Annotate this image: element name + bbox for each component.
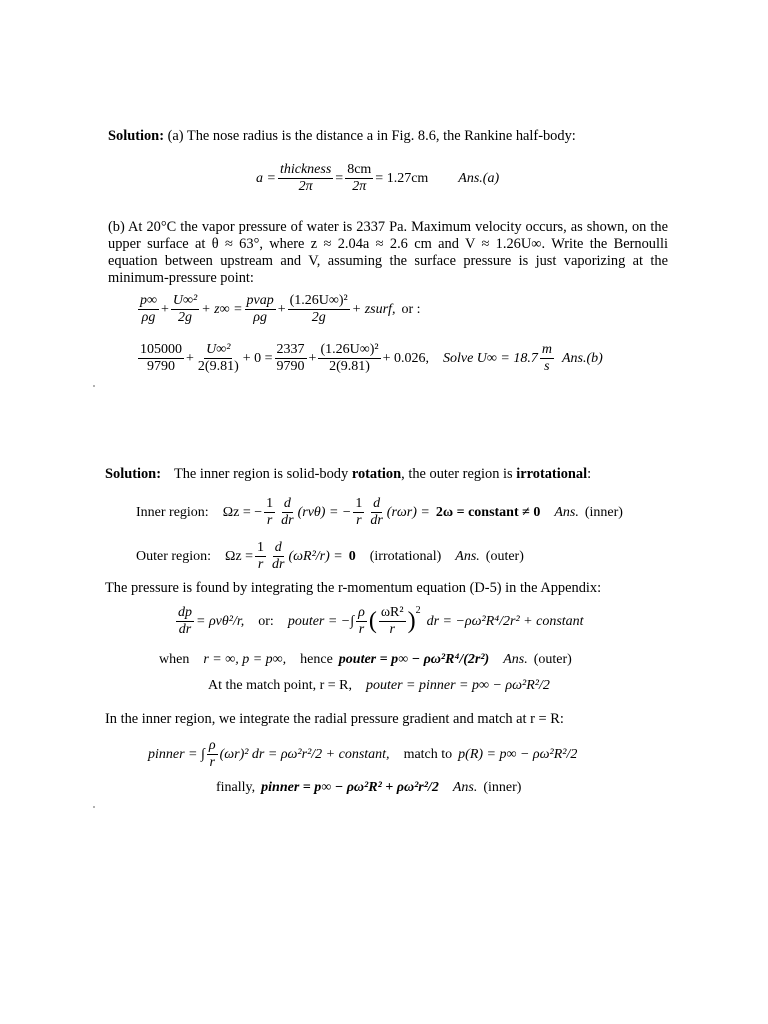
region-label: Inner region:: [136, 504, 209, 520]
equation-when-infinity: when r = ∞, p = p∞, hence pouter = p∞ − ρω²R⁴/(2r²) Ans. (outer): [159, 652, 572, 667]
part-b-paragraph: (b) At 20°C the vapor pressure of water is 2337 Pa. Maximum velocity occurs, as shown, on the upper surface at θ ≈ 63°, where z ≈ 2.04a ≈ 2.6 cm and V ≈ 1.26U∞. Write the Bernoulli equation between upstream and V, assuming the surface pressure is just vaporizing at the minimum-pressure point:: [108, 219, 668, 286]
part-a-intro: (a) The nose radius is the distance a in Fig. 8.6, the Rankine half-body:: [167, 128, 576, 144]
equation-bernoulli-general: $\frac{p\infty}{\rho g}$ + $\frac{\text{U∞²}}{2g}$ + z∞ = $\frac{\text{pvap}}{\rho g}$ + $\frac{\text{(1.26U∞)²}}{2g}$ + zsurf, or :: [140, 293, 421, 325]
equation-nose-radius: a = $\frac{\text{thickness}}{2\pi}$ = $\frac{8cm}{2\pi}$ = 1.27cm Ans.(a): [256, 162, 500, 194]
solve-result: Solve U∞ = 18.7: [442, 350, 538, 366]
answer-label: Ans.(a): [458, 170, 500, 186]
solution-2-intro: Solution: The inner region is solid-body rotation, the outer region is irrotational:: [105, 466, 592, 482]
pressure-intro: The pressure is found by integrating the r-momentum equation (D-5) in the Appendix:: [105, 580, 602, 596]
solution-label: Solution:: [108, 128, 164, 144]
fraction: $\frac{\text{thickness}}{2\pi}$: [279, 162, 332, 194]
equation-match-point: At the match point, r = R, pouter = pinner = p∞ − ρω²R²/2: [208, 678, 550, 693]
region-label: Outer region:: [136, 548, 212, 564]
equation-outer-vorticity: Outer region: Ωz = $\frac{1}{r}$ $\frac{d}{dr}$ (ωR²/r) = 0 (irrotational) Ans. (outer): [136, 540, 524, 572]
equation-pressure-outer: $\frac{dp}{dr}$ = ρvθ²/r, or: pouter = −∫ $\frac{\rho}{r}$ ( $\frac{\text{ωR²}}{r}$ ) 2 dr = −ρω²R⁴/2r² + constant: [178, 605, 584, 637]
page-speck: [93, 385, 95, 387]
equation-inner-vorticity: Inner region: Ωz = − $\frac{1}{r}$ $\frac{d}{dr}$ (rvθ) = − $\frac{1}{r}$ $\frac{d}{dr}$ (rωr) = 2ω = constant ≠ 0 Ans. (inner): [136, 496, 623, 528]
equation-pressure-inner: pinner = ∫ $\frac{\rho}{r}$ (ωr)² dr = ρω²r²/2 + constant, match to p(R) = p∞ − ρω²R²/2: [148, 738, 578, 770]
solution-1-intro: [108, 128, 668, 145]
eq-lhs: a =: [256, 170, 276, 186]
fraction: $\frac{8cm}{2\pi}$: [347, 162, 372, 194]
equation-bernoulli-numeric: $\frac{105000}{9790}$ + $\frac{\text{U∞²}}{2(9.81)}$ + 0 = $\frac{2337}{9790}$ + $\frac{\text{(1.26U∞)²}}{2(9.81)}$ + 0.026, Solve U∞ = 18.7 $\frac{m}{s}$ Ans.(b): [140, 342, 603, 374]
page-speck: [93, 806, 95, 808]
solution-label: Solution:: [105, 466, 161, 482]
eq-result: = 1.27cm: [375, 170, 429, 186]
equation-final: finally, pinner = p∞ − ρω²R² + ρω²r²/2 Ans. (inner): [216, 780, 522, 795]
inner-region-text: In the inner region, we integrate the radial pressure gradient and match at r = R:: [105, 711, 564, 727]
answer-label: Ans.(b): [561, 350, 603, 366]
